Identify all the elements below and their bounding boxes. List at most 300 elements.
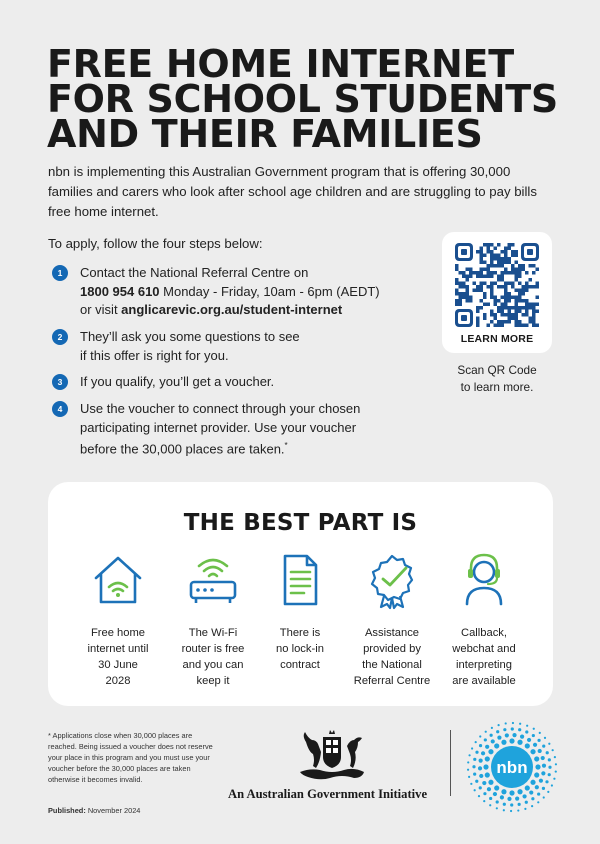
qr-card[interactable] bbox=[442, 232, 552, 353]
qr-module bbox=[518, 320, 522, 324]
qr-module bbox=[469, 299, 473, 303]
qr-module bbox=[532, 320, 536, 324]
qr-module bbox=[501, 296, 505, 300]
nbn-logo-dot bbox=[518, 728, 521, 731]
website-link[interactable]: anglicarevic.org.au/student-internet bbox=[121, 302, 343, 318]
nbn-logo-dot bbox=[531, 805, 533, 807]
nbn-logo-dot bbox=[548, 766, 551, 769]
qr-module bbox=[462, 285, 466, 289]
nbn-logo-dot bbox=[509, 790, 514, 795]
qr-module bbox=[494, 282, 498, 286]
qr-module bbox=[480, 250, 484, 254]
qr-module bbox=[525, 299, 529, 303]
rosette-check-icon bbox=[362, 550, 422, 610]
published-date: Published: November 2024 bbox=[48, 806, 141, 815]
qr-module bbox=[515, 317, 519, 321]
qr-module bbox=[494, 257, 498, 261]
qr-module bbox=[469, 271, 473, 275]
qr-module bbox=[511, 306, 515, 310]
qr-module bbox=[515, 299, 519, 303]
qr-module bbox=[532, 285, 536, 289]
qr-module bbox=[490, 292, 494, 296]
qr-module bbox=[501, 275, 505, 279]
nbn-logo-dot bbox=[496, 800, 499, 803]
qr-module bbox=[480, 289, 484, 293]
qr-module bbox=[504, 254, 508, 258]
qr-module bbox=[487, 275, 491, 279]
feature-no-lockin: There is no lock-in contract bbox=[254, 550, 346, 673]
nbn-logo-dot bbox=[530, 749, 535, 754]
nbn-logo-text: nbn bbox=[496, 758, 528, 777]
qr-module bbox=[532, 306, 536, 310]
qr-module bbox=[522, 289, 526, 293]
nbn-logo-dot bbox=[472, 765, 475, 768]
qr-module bbox=[532, 324, 536, 328]
nbn-logo-dot bbox=[538, 749, 542, 753]
qr-module bbox=[508, 317, 512, 321]
headline-line-1: FREE HOME INTERNET bbox=[47, 42, 514, 86]
nbn-logo-dot bbox=[517, 789, 522, 794]
nbn-logo-dot bbox=[483, 792, 486, 795]
feature-assistance: Assistance provided by the National Referral Centre bbox=[346, 550, 438, 689]
qr-module bbox=[490, 271, 494, 275]
nbn-logo-dot bbox=[482, 781, 486, 785]
qr-module bbox=[476, 250, 480, 254]
qr-module bbox=[497, 243, 501, 247]
nbn-logo-dot bbox=[525, 743, 530, 748]
qr-module bbox=[511, 254, 515, 258]
nbn-logo-dot bbox=[548, 743, 550, 745]
nbn-logo-dot bbox=[552, 749, 554, 751]
logo-divider bbox=[450, 730, 451, 796]
qr-module bbox=[515, 313, 519, 317]
phone-number[interactable]: 1800 954 610 bbox=[80, 283, 160, 299]
qr-module bbox=[490, 254, 494, 258]
qr-module bbox=[483, 243, 487, 247]
qr-module bbox=[504, 268, 508, 272]
feature-callback: Callback, webchat and interpreting are available bbox=[438, 550, 530, 689]
qr-module bbox=[459, 299, 463, 303]
nbn-logo-dot bbox=[503, 728, 506, 731]
qr-module bbox=[525, 324, 529, 328]
nbn-logo-dot bbox=[490, 734, 493, 737]
qr-module bbox=[462, 275, 466, 279]
nbn-logo-dot bbox=[488, 749, 493, 754]
qr-module bbox=[529, 317, 533, 321]
qr-module bbox=[494, 313, 498, 317]
nbn-logo-dot bbox=[496, 730, 499, 733]
nbn-logo-dot bbox=[485, 756, 490, 761]
qr-module bbox=[532, 264, 536, 268]
nbn-logo-dot bbox=[503, 809, 505, 811]
qr-module bbox=[525, 282, 529, 286]
qr-module bbox=[522, 292, 526, 296]
qr-module bbox=[497, 261, 501, 265]
qr-module bbox=[511, 264, 515, 268]
nbn-logo-dot bbox=[539, 779, 543, 783]
qr-module bbox=[525, 303, 529, 307]
nbn-logo-dot bbox=[484, 738, 487, 741]
qr-module bbox=[501, 285, 505, 289]
qr-module bbox=[494, 324, 498, 328]
qr-module bbox=[515, 250, 519, 254]
qr-module bbox=[483, 313, 487, 317]
qr-module bbox=[469, 296, 473, 300]
nbn-logo-dot bbox=[467, 761, 469, 763]
qr-module bbox=[501, 313, 505, 317]
qr-module bbox=[529, 278, 533, 282]
nbn-logo-dot bbox=[501, 789, 506, 794]
qr-module bbox=[476, 275, 480, 279]
qr-module bbox=[522, 313, 526, 317]
qr-module bbox=[522, 264, 526, 268]
nbn-logo-dot bbox=[481, 751, 485, 755]
qr-module bbox=[490, 282, 494, 286]
qr-module bbox=[504, 257, 508, 261]
nbn-logo-dot bbox=[501, 740, 506, 745]
qr-module bbox=[473, 289, 477, 293]
qr-module bbox=[518, 292, 522, 296]
qr-module bbox=[515, 289, 519, 293]
step-3 bbox=[52, 373, 274, 392]
footnote: * Applications close when 30,000 places are reached. Being issued a voucher does not reserve your place in this program and you must use your voucher before the 30,000 places are taken otherwise it becomes invalid. bbox=[48, 731, 213, 784]
qr-module bbox=[501, 303, 505, 307]
qr-module bbox=[483, 261, 487, 265]
qr-module bbox=[490, 275, 494, 279]
nbn-logo-dot bbox=[483, 764, 488, 769]
qr-module bbox=[522, 268, 526, 272]
nbn-logo-dot bbox=[511, 727, 514, 730]
nbn-logo-dot bbox=[548, 773, 551, 776]
nbn-logo-dot bbox=[531, 797, 534, 800]
qr-module bbox=[476, 306, 480, 310]
nbn-logo-dot bbox=[547, 791, 549, 793]
qr-module bbox=[459, 285, 463, 289]
qr-module bbox=[483, 254, 487, 258]
qr-module bbox=[518, 289, 522, 293]
step-2-line-1: They’ll ask you some questions to see bbox=[80, 329, 300, 344]
nbn-logo-dot bbox=[522, 794, 526, 798]
nbn-logo-dot bbox=[543, 796, 545, 798]
nbn-logo-dot bbox=[468, 754, 470, 756]
nbn-logo-dot bbox=[493, 792, 497, 796]
qr-module bbox=[483, 275, 487, 279]
qr-module bbox=[518, 271, 522, 275]
qr-module bbox=[497, 299, 501, 303]
qr-module bbox=[459, 292, 463, 296]
intro-paragraph: nbn is implementing this Australian Government program that is offering 30,000 families and carers who look after school age children and are struggling to pay bills free home internet. bbox=[48, 164, 537, 219]
qr-module bbox=[515, 271, 519, 275]
qr-module bbox=[459, 282, 463, 286]
qr-module bbox=[455, 303, 459, 307]
feature-free-router: The Wi-Fi router is free and you can keep it bbox=[167, 550, 259, 689]
qr-module bbox=[501, 324, 505, 328]
nbn-logo-dot bbox=[529, 790, 533, 794]
step-1-line-1: Contact the National Referral Centre on bbox=[80, 265, 309, 280]
nbn-logo-dot bbox=[512, 733, 516, 737]
qr-module bbox=[476, 324, 480, 328]
qr-module bbox=[490, 257, 494, 261]
qr-module bbox=[525, 306, 529, 310]
nbn-logo-dot bbox=[485, 745, 489, 749]
qr-module bbox=[501, 278, 505, 282]
qr-module bbox=[504, 261, 508, 265]
nbn-logo-dot bbox=[503, 803, 506, 806]
qr-module bbox=[504, 313, 508, 317]
nbn-logo-dot bbox=[512, 722, 514, 724]
nbn-logo-dot bbox=[518, 803, 521, 806]
qr-module bbox=[490, 313, 494, 317]
qr-module bbox=[459, 271, 463, 275]
qr-module bbox=[518, 310, 522, 314]
qr-module bbox=[466, 299, 470, 303]
qr-module bbox=[476, 317, 480, 321]
page-headline bbox=[47, 42, 567, 156]
nbn-logo-dot bbox=[519, 723, 521, 725]
qr-module bbox=[504, 303, 508, 307]
qr-module bbox=[518, 296, 522, 300]
qr-module bbox=[518, 299, 522, 303]
qr-module bbox=[455, 289, 459, 293]
qr-module bbox=[483, 317, 487, 321]
qr-module bbox=[497, 278, 501, 282]
nbn-logo-dot bbox=[533, 743, 537, 747]
nbn-logo-dot bbox=[485, 772, 490, 777]
nbn-logo-dot bbox=[546, 751, 549, 754]
qr-module bbox=[480, 261, 484, 265]
qr-module bbox=[518, 264, 522, 268]
qr-module bbox=[487, 271, 491, 275]
nbn-logo-dot bbox=[525, 785, 530, 790]
qr-module bbox=[494, 254, 498, 258]
nbn-logo-dot bbox=[548, 758, 551, 761]
qr-module bbox=[455, 292, 459, 296]
qr-module bbox=[490, 243, 494, 247]
nbn-logo-dot bbox=[544, 737, 546, 739]
headset-agent-icon bbox=[454, 550, 514, 610]
qr-module bbox=[466, 268, 470, 272]
nbn-logo-dot bbox=[500, 795, 504, 799]
step-1 bbox=[52, 264, 380, 320]
nbn-logo-dot bbox=[494, 785, 499, 790]
step-4-line-2: participating internet provider. Use your voucher bbox=[80, 419, 357, 435]
nbn-logo-dot bbox=[475, 780, 478, 783]
qr-module bbox=[494, 271, 498, 275]
qr-caption: Scan QR Code to learn more. bbox=[457, 363, 537, 394]
qr-module bbox=[532, 313, 536, 317]
qr-code-icon[interactable] bbox=[455, 243, 539, 327]
qr-module bbox=[501, 306, 505, 310]
nbn-logo-dot bbox=[526, 725, 528, 727]
qr-module bbox=[518, 324, 522, 328]
nbn-logo-dot bbox=[527, 738, 531, 742]
document-icon bbox=[270, 550, 330, 610]
qr-module bbox=[459, 296, 463, 300]
nbn-logo-dot bbox=[525, 730, 528, 733]
step-4-line-3: before the 30,000 places are taken. bbox=[80, 441, 285, 457]
qr-module bbox=[490, 261, 494, 265]
qr-module bbox=[515, 296, 519, 300]
qr-module bbox=[501, 320, 505, 324]
qr-module bbox=[511, 268, 515, 272]
qr-module bbox=[532, 271, 536, 275]
qr-module bbox=[497, 275, 501, 279]
qr-module bbox=[490, 250, 494, 254]
qr-module bbox=[518, 275, 522, 279]
nbn-logo-dot bbox=[479, 786, 482, 789]
router-icon bbox=[183, 550, 243, 610]
nbn-logo-dot bbox=[474, 789, 476, 791]
step-3-line-1: If you qualify, you’ll get a voucher. bbox=[80, 374, 275, 389]
step-2 bbox=[52, 328, 300, 365]
qr-module bbox=[504, 271, 508, 275]
nbn-logo-dot bbox=[487, 787, 491, 791]
nbn-logo-dot bbox=[542, 764, 546, 768]
qr-module bbox=[522, 306, 526, 310]
qr-module bbox=[497, 257, 501, 261]
qr-module bbox=[522, 299, 526, 303]
qr-module bbox=[504, 320, 508, 324]
qr-module bbox=[536, 310, 540, 314]
qr-module bbox=[504, 292, 508, 296]
qr-module bbox=[480, 299, 484, 303]
step-number-badge: 3 bbox=[52, 374, 68, 390]
step-4-line-1: Use the voucher to connect through your chosen bbox=[80, 401, 361, 416]
qr-module bbox=[504, 247, 508, 251]
qr-module bbox=[487, 303, 491, 307]
qr-module bbox=[455, 299, 459, 303]
qr-module bbox=[494, 317, 498, 321]
qr-module bbox=[504, 299, 508, 303]
qr-module bbox=[518, 282, 522, 286]
nbn-logo-dot bbox=[524, 808, 526, 810]
qr-module bbox=[476, 320, 480, 324]
qr-module bbox=[497, 306, 501, 310]
qr-module bbox=[480, 254, 484, 258]
qr-module bbox=[515, 303, 519, 307]
learn-more-label: LEARN MORE bbox=[460, 333, 534, 345]
qr-module bbox=[455, 268, 459, 272]
qr-module bbox=[508, 296, 512, 300]
nbn-logo-dot bbox=[489, 804, 491, 806]
qr-module bbox=[480, 257, 484, 261]
qr-module bbox=[462, 292, 466, 296]
qr-module bbox=[480, 285, 484, 289]
qr-module bbox=[501, 264, 505, 268]
nbn-logo-dot bbox=[494, 743, 499, 748]
nbn-logo-dot bbox=[537, 801, 539, 803]
qr-module bbox=[504, 282, 508, 286]
qr-module bbox=[466, 296, 470, 300]
qr-module bbox=[469, 275, 473, 279]
qr-module bbox=[497, 324, 501, 328]
coat-of-arms-logo bbox=[292, 728, 372, 786]
nbn-logo-dot bbox=[497, 735, 501, 739]
qr-module bbox=[490, 296, 494, 300]
qr-module bbox=[536, 296, 540, 300]
qr-module bbox=[515, 310, 519, 314]
nbn-logo-dot bbox=[555, 763, 557, 765]
headline-line-2: FOR SCHOOL STUDENTS bbox=[47, 77, 558, 121]
nbn-logo-dot bbox=[479, 759, 483, 763]
nbn-logo-dot bbox=[555, 770, 557, 772]
nbn-logo bbox=[463, 718, 561, 816]
qr-module bbox=[511, 296, 515, 300]
nbn-logo-dot bbox=[545, 780, 548, 783]
qr-module bbox=[511, 250, 515, 254]
nbn-logo-dot bbox=[535, 785, 539, 789]
qr-module bbox=[462, 271, 466, 275]
nbn-logo-dot bbox=[505, 722, 507, 724]
nbn-logo-dot bbox=[537, 792, 540, 795]
qr-module bbox=[490, 310, 494, 314]
qr-module bbox=[529, 306, 533, 310]
qr-module bbox=[459, 303, 463, 307]
step-4 bbox=[52, 400, 360, 459]
nbn-logo-dot bbox=[478, 795, 480, 797]
qr-module bbox=[508, 247, 512, 251]
nbn-logo-dot bbox=[510, 810, 512, 812]
qr-module bbox=[532, 310, 536, 314]
best-part-title: THE BEST PART IS bbox=[183, 510, 418, 536]
nbn-logo-dot bbox=[541, 771, 545, 775]
qr-module bbox=[529, 264, 533, 268]
qr-module bbox=[536, 324, 540, 328]
nbn-logo-dot bbox=[479, 774, 483, 778]
nbn-logo-dot bbox=[505, 733, 509, 737]
qr-module bbox=[490, 289, 494, 293]
qr-module bbox=[466, 278, 470, 282]
nbn-logo-dot bbox=[534, 756, 539, 761]
qr-module bbox=[529, 303, 533, 307]
qr-module bbox=[490, 320, 494, 324]
nbn-logo-dot bbox=[517, 740, 522, 745]
qr-module bbox=[455, 282, 459, 286]
nbn-logo-dot bbox=[537, 739, 540, 742]
qr-module bbox=[490, 285, 494, 289]
qr-module bbox=[501, 310, 505, 314]
qr-module bbox=[480, 268, 484, 272]
qr-module bbox=[515, 324, 519, 328]
qr-module bbox=[466, 275, 470, 279]
nbn-logo-dot bbox=[478, 766, 482, 770]
qr-module bbox=[483, 292, 487, 296]
qr-module bbox=[511, 282, 515, 286]
qr-module bbox=[473, 271, 477, 275]
qr-module bbox=[504, 296, 508, 300]
qr-module bbox=[487, 250, 491, 254]
nbn-logo-dot bbox=[467, 769, 469, 771]
nbn-logo-dot bbox=[491, 727, 493, 729]
gov-initiative-text: An Australian Government Initiative bbox=[228, 787, 428, 801]
nbn-logo-dot bbox=[496, 807, 498, 809]
qr-module bbox=[501, 250, 505, 254]
nbn-logo-dot bbox=[479, 735, 481, 737]
nbn-logo-dot bbox=[473, 758, 476, 761]
qr-module bbox=[508, 320, 512, 324]
qr-module bbox=[480, 306, 484, 310]
nbn-logo-dot bbox=[542, 745, 545, 748]
qr-module bbox=[522, 324, 526, 328]
qr-module bbox=[494, 247, 498, 251]
qr-module bbox=[476, 289, 480, 293]
qr-module bbox=[525, 310, 529, 314]
qr-module bbox=[494, 264, 498, 268]
qr-module bbox=[508, 310, 512, 314]
qr-module bbox=[494, 303, 498, 307]
qr-module bbox=[487, 243, 491, 247]
qr-module bbox=[504, 306, 508, 310]
